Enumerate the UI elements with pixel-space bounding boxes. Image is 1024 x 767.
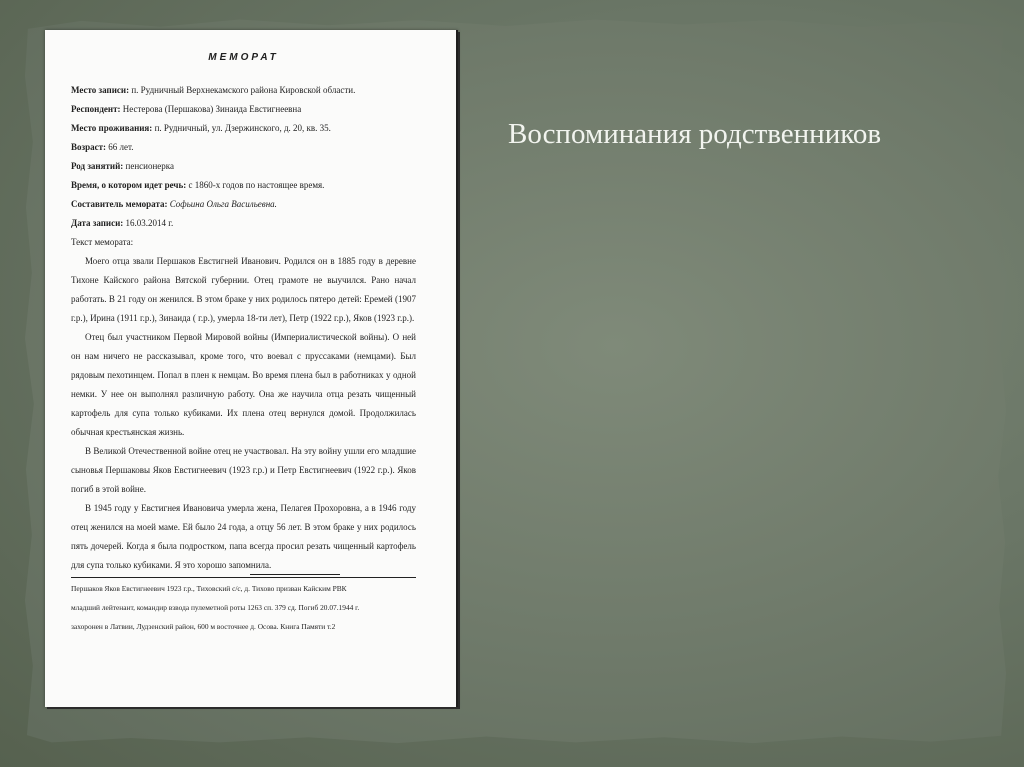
field-record-place: Место записи: п. Рудничный Верхнекамского района Кировской области. (71, 85, 356, 95)
paragraph-2: Отец был участником Первой Мировой войны (Империалистической войны). О ней он нам ничего не рассказывал, кроме того, что воевал с пруссаками (немцами). Был рядовым пехотинцем. Попал в плен к немцам. Во время плена был в работниках у одной немки. У нее он выполнял различную работу. Она же научила отца резать чищенный картофель для супа только кубиками. Их плена отец вернулся домой. Продолжилась обычная крестьянская жизнь. (71, 332, 416, 437)
paragraph-3: В Великой Отечественной войне отец не участвовал. На эту войну ушли его младшие сыновья Першаковы Яков Евстигнеевич (1923 г.р.) и Петр Евстигнеевич (1922 г.р.). Яков погиб в этой войне. (71, 446, 416, 494)
memorate-body (71, 252, 416, 575)
footnote-line: Першаков Яков Евстигнеевич 1923 г.р., Тиховский с/с, д. Тихово призван Кайским РВК (71, 584, 347, 593)
footnote-line: захоронен в Латвии, Лудзенский район, 600 м восточнее д. Осова. Книга Памяти т.2 (71, 622, 336, 631)
paragraph-1: Моего отца звали Першаков Евстигней Иванович. Родился он в 1885 году в деревне Тихоне Кайского района Вятской губернии. Отец грамоте не выучился. Рано начал работать. В 21 году он женился. В этом браке у них родилось пятеро детей: Еремей (1907 г.р.), Ирина (1911 г.р.), Зинаида ( г.р.), умерла 18-ти лет), Петр (1922 г.р.), Яков (1923 г.р.). (71, 256, 416, 323)
field-time-period: Время, о котором идет речь: с 1860-х годов по настоящее время. (71, 180, 325, 190)
paragraph-4: В 1945 году у Евстигнея Ивановича умерла жена, Пелагея Прохоровна, а в 1946 году отец женился на моей маме. Ей было 24 года, а отцу 56 лет. В этом браке у них родилось пять дочерей. Когда я была подростком, папа всегда просил резать чищенный картофель для супа только кубиками. Я это хорошо запомнила. (71, 503, 416, 570)
memorate-document-image (45, 30, 458, 707)
field-record-date: Дата записи: 16.03.2014 г. (71, 218, 174, 228)
field-occupation: Род занятий: пенсионерка (71, 161, 175, 171)
field-respondent: Респондент: Нестерова (Першакова) Зинаида Евстигнеевна (71, 104, 302, 114)
slide-title: Воспоминания родственников (508, 118, 882, 150)
field-residence: Место проживания: п. Рудничный, ул. Дзержинского, д. 20, кв. 35. (71, 123, 331, 133)
document-fields (71, 81, 416, 252)
footnote (71, 579, 416, 636)
field-memorate-text: Текст мемората: (71, 237, 134, 247)
document-title: МЕМОРАТ (208, 52, 279, 63)
field-compiler: Составитель мемората: Софьина Ольга Васильевна. (71, 199, 277, 209)
field-age: Возраст: 66 лет. (71, 142, 134, 152)
footnote-line: младший лейтенант, командир взвода пулеметной роты 1263 сп. 379 сд. Погиб 20.07.1944 г. (71, 603, 360, 612)
